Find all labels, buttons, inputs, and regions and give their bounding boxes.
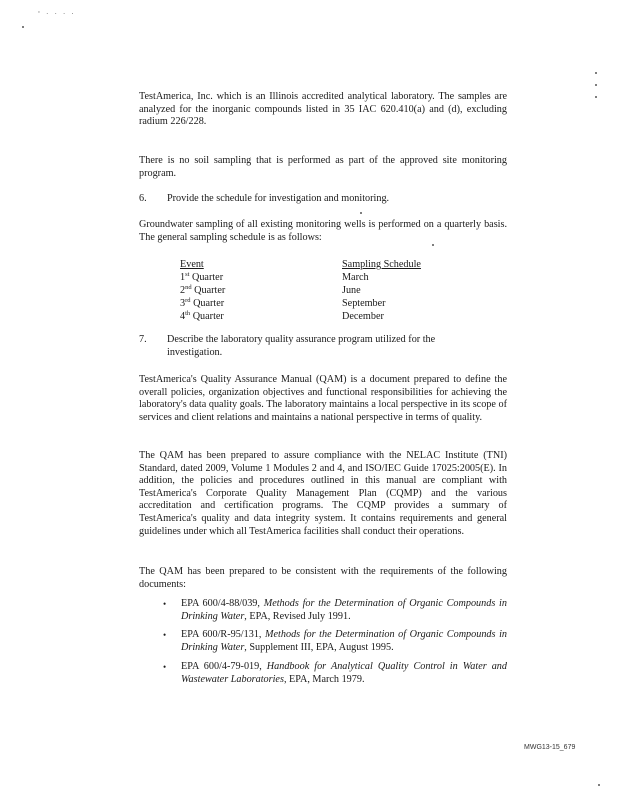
schedule-row bbox=[180, 297, 460, 310]
quarter-label: Quarter bbox=[191, 272, 224, 283]
doc-title: Methods for the Determination of Organic Compounds in Drinking Water bbox=[181, 629, 507, 653]
doc-title: Methods for the Determination of Organic Compounds in Drinking Water bbox=[181, 598, 507, 622]
schedule-month: December bbox=[342, 311, 384, 322]
doc-number: EPA 600/R-95/131, bbox=[181, 629, 266, 640]
scan-speck bbox=[595, 72, 597, 74]
schedule-row bbox=[180, 310, 460, 323]
doc-title: Handbook for Analytical Quality Control in Water and Wastewater Laboratories bbox=[181, 661, 507, 685]
quarter-number: 1 bbox=[180, 272, 186, 283]
quarter-suffix: nd bbox=[185, 284, 192, 291]
scan-speck bbox=[598, 784, 600, 786]
doc-source: , EPA, March 1979. bbox=[283, 673, 365, 685]
scan-speck bbox=[360, 212, 362, 214]
item-text: Provide the schedule for investigation and monitoring. bbox=[167, 193, 390, 204]
schedule-month: September bbox=[342, 298, 386, 309]
schedule-row bbox=[180, 271, 460, 284]
quarter-number: 2 bbox=[180, 285, 186, 296]
item-number: 6. bbox=[139, 193, 147, 204]
header-event: Event bbox=[180, 259, 204, 270]
quarter-suffix: rd bbox=[185, 297, 191, 304]
sampling-schedule-table bbox=[180, 258, 460, 323]
doc-number: EPA 600/4-88/039, bbox=[181, 598, 264, 609]
schedule-month: March bbox=[342, 272, 369, 283]
doc-source: , EPA, Revised July 1991. bbox=[244, 610, 351, 622]
paragraph-groundwater-sampling: Groundwater sampling of all existing monitoring wells is performed on a quarterly basis. The general sampling schedule is as follows: bbox=[139, 219, 507, 243]
paragraph-qam-compliance: The QAM has been prepared to assure compliance with the NELAC Institute (TNI) Standard, dated 2009, Volume 1 Modules 2 and 4, and ISO/IEC Guide 17025:2005(E). In addition, the policies and procedures outlined in this manual are compliant with TestAmerica's Corporate Quality Management Plan (CQMP) and the various accreditation and certification programs. The CQMP provides a summary of TestAmerica's quality and data integrity system. It contains requirements and general guidelines under which all TestAmerica facilities shall conduct their operations. bbox=[139, 450, 507, 537]
item-text: Describe the laboratory quality assurance program utilized for the investigation. bbox=[167, 334, 436, 358]
paragraph-soil-sampling: There is no soil sampling that is performed as part of the approved site monitoring program. bbox=[139, 155, 507, 179]
paragraph-lab-accreditation: TestAmerica, Inc. which is an Illinois accredited analytical laboratory. The samples are analyzed for the inorganic compounds listed in 35 IAC 620.410(a) and (d), excluding radium 226/228. bbox=[139, 91, 507, 128]
schedule-month: June bbox=[342, 285, 361, 296]
bullet-icon: • bbox=[163, 630, 167, 640]
scan-speck bbox=[595, 96, 597, 98]
quarter-suffix: st bbox=[185, 271, 190, 278]
quarter-label: Quarter bbox=[192, 311, 224, 322]
schedule-header-row bbox=[180, 258, 460, 271]
paragraph-qam-documents: The QAM has been prepared to be consistent with the requirements of the following documents: bbox=[139, 566, 507, 590]
doc-source: , Supplement III, EPA, August 1995. bbox=[244, 641, 394, 653]
scan-speck bbox=[22, 26, 24, 28]
item-number: 7. bbox=[139, 334, 147, 345]
scan-speck bbox=[595, 84, 597, 86]
quarter-suffix: th bbox=[185, 310, 191, 317]
quarter-number: 4 bbox=[180, 311, 186, 322]
schedule-row bbox=[180, 284, 460, 297]
header-sampling-schedule: Sampling Schedule bbox=[342, 259, 421, 270]
doc-number: EPA 600/4-79-019, bbox=[181, 661, 267, 672]
quarter-label: Quarter bbox=[193, 298, 225, 309]
bullet-icon: • bbox=[163, 599, 167, 609]
quarter-number: 3 bbox=[180, 298, 186, 309]
paragraph-qam-definition: TestAmerica's Quality Assurance Manual (QAM) is a document prepared to define the overall policies, organization objectives and functional responsibilities for achieving the laboratory's data quality goals. The laboratory maintains a local perspective in its scope of services and client relations and maintains a national perspective in terms of quality. bbox=[139, 374, 507, 423]
scan-speck bbox=[432, 244, 434, 246]
bullet-icon: • bbox=[163, 662, 167, 672]
bates-page-code: MWG13-15_679 bbox=[524, 744, 576, 751]
scan-corner-marks: ' · · · · bbox=[38, 10, 76, 18]
quarter-label: Quarter bbox=[194, 285, 226, 296]
